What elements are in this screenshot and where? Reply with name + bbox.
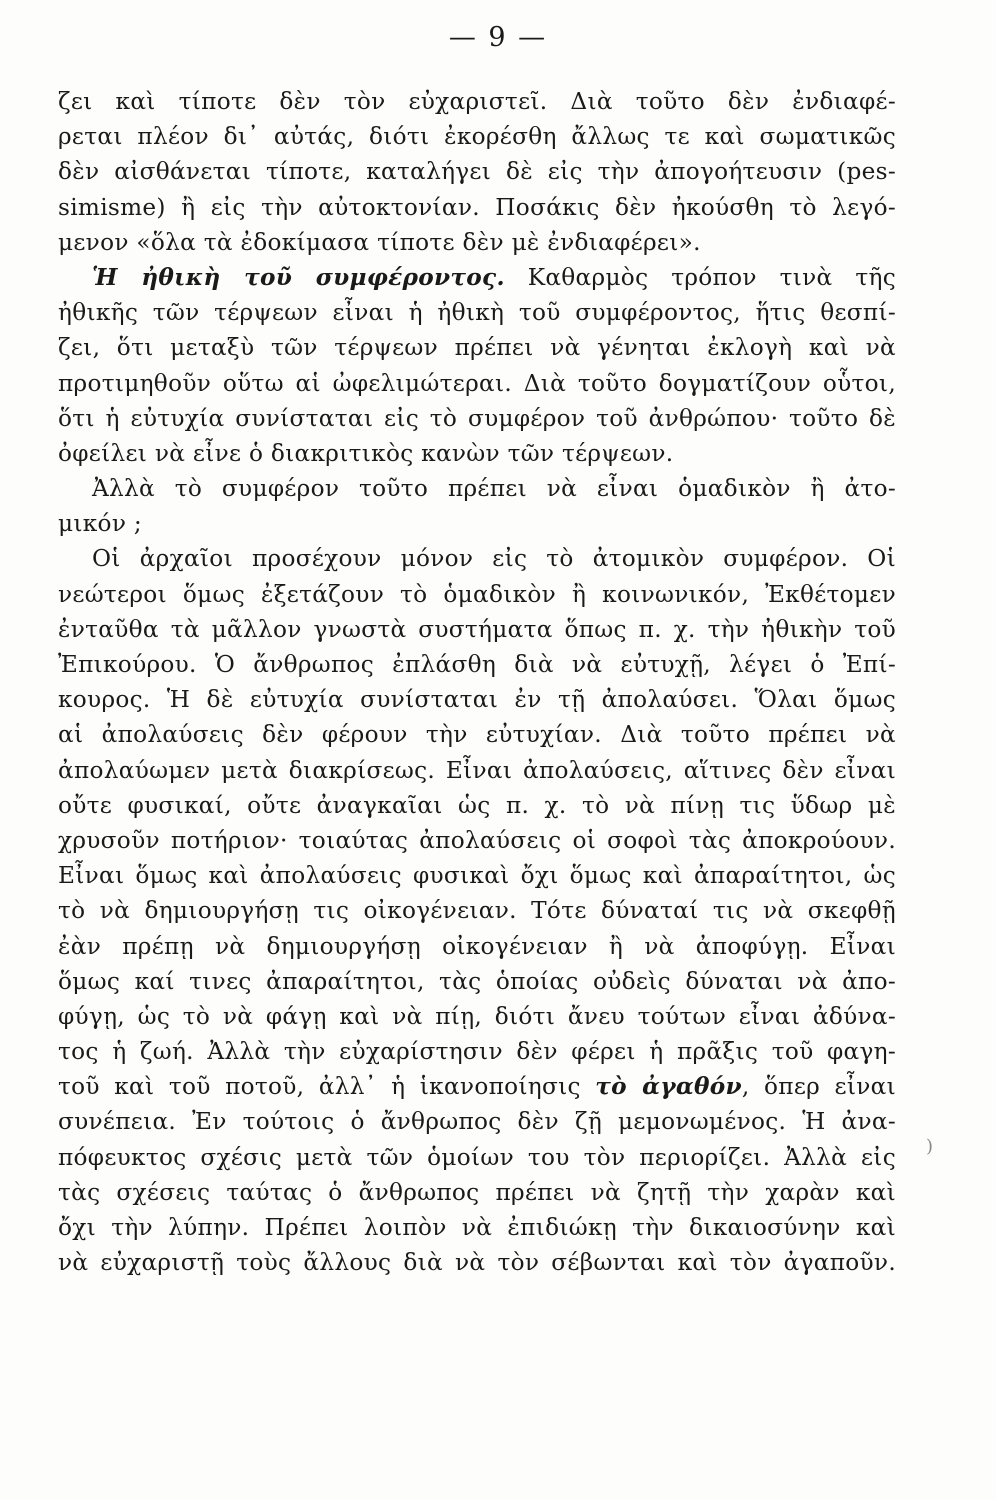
page-number: — 9 — [448,22,548,53]
text-line: Εἶναι ὅμως καὶ ἀπολαύσεις φυσικαὶ ὄχι ὅμως καὶ ἀπαραίτητοι, ὡς [58,862,896,890]
text-line: μενον «ὅλα τὰ ἐδοκίμασα τίποτε δὲν μὲ ἐνδιαφέρει». [58,228,701,256]
section-heading-line: Ἡ ἠθικὴ τοῦ συμφέροντος. Καθαρμὸς τρόπον τινὰ τῆς [92,263,896,291]
text-line: Οἱ ἀρχαῖοι προσέχουν μόνον εἰς τὸ ἀτομικὸν συμφέρον. Οἱ [92,545,896,573]
text-line: ζει καὶ τίποτε δὲν τὸν εὐχαριστεῖ. Διὰ τοῦτο δὲν ἐνδιαφέ- [58,88,896,115]
text-line: τὰς σχέσεις ταύτας ὁ ἄνθρωπος πρέπει νὰ ζητῇ τὴν χαρὰν καὶ [58,1178,896,1206]
text-line: Ἀλλὰ τὸ συμφέρον τοῦτο πρέπει νὰ εἶναι ὁμαδικὸν ἢ ἀτο- [92,475,896,503]
text-line: ὅμως καί τινες ἀπαραίτητοι, τὰς ὁποίας οὐδεὶς δύναται νὰ ἀπο- [58,967,896,995]
text-line: οὔτε φυσικαί, οὔτε ἀναγκαῖαι ὡς π. χ. τὸ νὰ πίνῃ τις ὕδωρ μὲ [58,791,896,819]
margin-mark: ) [926,1136,934,1157]
text-line: ἐὰν πρέπῃ νὰ δημιουργήσῃ οἰκογένειαν ἢ νὰ ἀποφύγῃ. Εἶναι [58,932,896,960]
text-line: ρεται πλέον δι᾽ αὐτάς, διότι ἐκορέσθη ἄλλως τε καὶ σωματικῶς [58,123,896,151]
text-line: δὲν αἰσθάνεται τίποτε, καταλήγει δὲ εἰς τὴν ἀπογοήτευσιν (pes- [58,158,896,186]
text-line: νὰ εὐχαριστῇ τοὺς ἄλλους διὰ νὰ τὸν σέβωνται καὶ τὸν ἀγαποῦν. [58,1249,896,1277]
text-line: ὅτι ἡ εὐτυχία συνίσταται εἰς τὸ συμφέρον τοῦ ἀνθρώπου· τοῦτο δὲ [58,404,896,432]
emphasis-term: τὸ ἀγαθόν [595,1073,742,1101]
text-line: χρυσοῦν ποτήριον· τοιαύτας ἀπολαύσεις οἱ σοφοὶ τὰς ἀποκρούουν. [58,826,896,854]
text-line: συνέπεια. Ἐν τούτοις ὁ ἄνθρωπος δὲν ζῇ μεμονωμένος. Ἡ ἀνα- [58,1108,896,1136]
text-line: ζει, ὅτι μεταξὺ τῶν τέρψεων πρέπει νὰ γένηται ἐκλογὴ καὶ νὰ [58,334,896,362]
text-line: ὄχι τὴν λύπην. Πρέπει λοιπὸν νὰ ἐπιδιώκῃ τὴν δικαιοσύνην καὶ [58,1214,896,1241]
body-text [58,84,896,1280]
section-heading: Ἡ ἠθικὴ τοῦ συμφέροντος. [92,263,505,291]
text-line: τοῦ καὶ τοῦ ποτοῦ, ἀλλ᾽ ἡ ἱκανοποίησις τὸ ἀγαθόν, ὅπερ εἶναι [58,1073,896,1101]
text-line: Ἐπικούρου. Ὁ ἄνθρωπος ἐπλάσθη διὰ νὰ εὐτυχῇ, λέγει ὁ Ἐπί- [58,651,896,678]
text-line: πόφευκτος σχέσις μετὰ τῶν ὁμοίων του τὸν περιορίζει. Ἀλλὰ εἰς [58,1143,896,1171]
text-line: αἱ ἀπολαύσεις δὲν φέρουν τὴν εὐτυχίαν. Διὰ τοῦτο πρέπει νὰ [58,721,896,749]
text-line: ἐνταῦθα τὰ μᾶλλον γνωστὰ συστήματα ὅπως π. χ. τὴν ἠθικὴν τοῦ [58,615,896,643]
text-line: μικόν ; [58,510,142,538]
text-line: ἀπολαύωμεν μετὰ διακρίσεως. Εἶναι ἀπολαύσεις, αἵτινες δὲν εἶναι [58,756,896,784]
text-line: τὸ νὰ δημιουργήσῃ τις οἰκογένειαν. Τότε δύναταί τις νὰ σκεφθῇ [58,897,896,925]
text-line: προτιμηθοῦν οὕτω αἱ ὠφελιμώτεραι. Διὰ τοῦτο δογματίζουν οὗτοι, [58,369,896,397]
text-line: νεώτεροι ὅμως ἐξετάζουν τὸ ὁμαδικὸν ἢ κοινωνικόν, Ἐκθέτομεν [58,580,896,608]
text-line: κουρος. Ἡ δὲ εὐτυχία συνίσταται ἐν τῇ ἀπολαύσει. Ὅλαι ὅμως [58,686,896,714]
text-line: ὀφείλει νὰ εἶνε ὁ διακριτικὸς κανὼν τῶν τέρψεων. [58,439,674,467]
text-line: τος ἡ ζωή. Ἀλλὰ τὴν εὐχαρίστησιν δὲν φέρει ἡ πρᾶξις τοῦ φαγη- [58,1038,896,1066]
text-line: simisme) ἢ εἰς τὴν αὐτοκτονίαν. Ποσάκις δὲν ἠκούσθη τὸ λεγό- [58,193,896,221]
text-line: φύγῃ, ὡς τὸ νὰ φάγῃ καὶ νὰ πίῃ, διότι ἄνευ τούτων εἶναι ἀδύνα- [58,1002,896,1030]
text-line: ἠθικῆς τῶν τέρψεων εἶναι ἡ ἠθικὴ τοῦ συμφέροντος, ἥτις θεσπί- [58,299,896,327]
